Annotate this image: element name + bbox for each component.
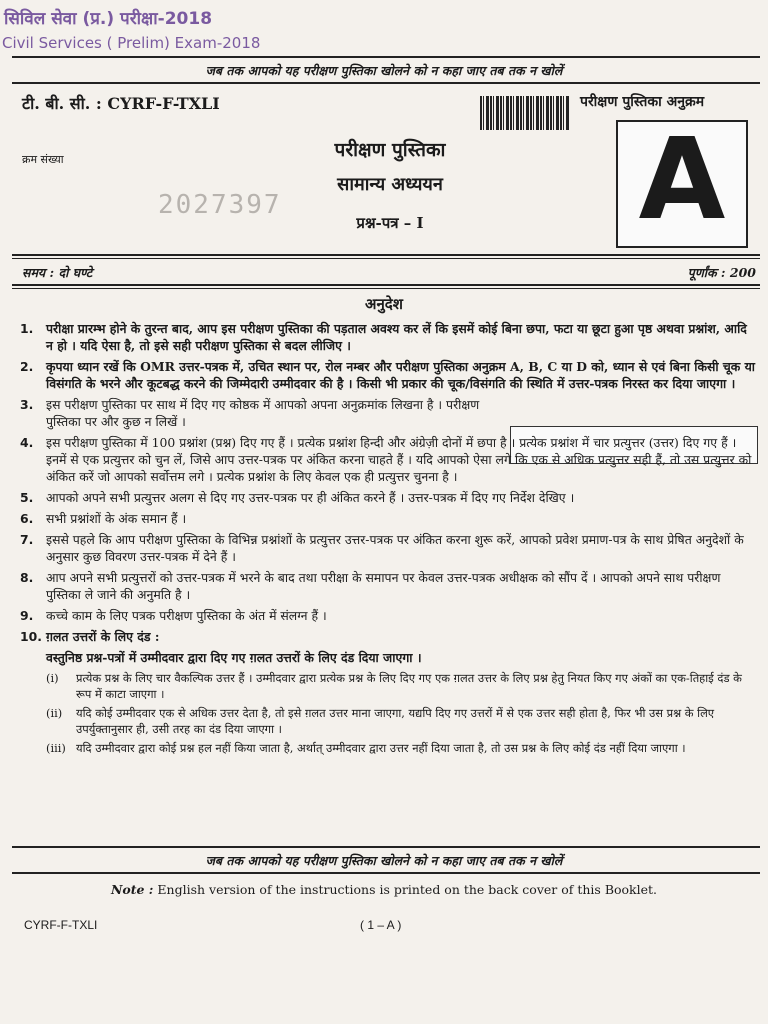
divider	[12, 254, 760, 256]
booklet-series-label: परीक्षण पुस्तिका अनुक्रम	[580, 94, 705, 110]
page-number: ( 1 – A )	[360, 918, 402, 932]
instruction-item: 3. इस परीक्षण पुस्तिका पर साथ में दिए गए कोष्ठक में आपको अपना अनुक्रमांक लिखना है । परीक्षण पुस्तिका पर और कुछ न लिखें ।	[20, 397, 480, 429]
divider	[12, 872, 760, 874]
top-banner: जब तक आपको यह परीक्षण पुस्तिका खोलने को न कहा जाए तब तक न खोलें	[205, 63, 563, 78]
instructions-heading: अनुदेश	[365, 295, 403, 313]
note-label: Note :	[110, 882, 154, 897]
note-text: English version of the instructions is printed on the back cover of this Booklet.	[157, 882, 658, 897]
bottom-banner: जब तक आपको यह परीक्षण पुस्तिका खोलने को न कहा जाए तब तक न खोलें	[205, 853, 563, 868]
instruction-item: 7. इससे पहले कि आप परीक्षण पुस्तिका के विभिन्न प्रश्नांशों के प्रत्युत्तर उत्तर-पत्रक पर अंकित करना शुरू करें, आपको प्रवेश प्रमाण-पत्र के साथ प्रेषित अनुदेशों के अनुसार कुछ विवरण उत्तर-पत्रक में देने हैं ।	[20, 532, 744, 564]
series-letter: A	[638, 115, 726, 245]
serial-number: 2027397	[158, 190, 282, 220]
instructions-list	[20, 320, 758, 759]
stamp-hindi: सिविल सेवा (प्र.) परीक्षा-2018	[4, 9, 213, 29]
penalty-item: (iii) यदि उम्मीदवार द्वारा कोई प्रश्न हल नहीं किया जाता है, अर्थात् उम्मीदवार द्वारा उत्तर नहीं दिया जाता है, तो उस प्रश्न के लिए कोई दंड नहीं दिया जाएगा ।	[46, 741, 686, 755]
tbc-code: टी. बी. सी. : CYRF-F-TXLI	[22, 94, 220, 113]
instruction-item: 5. आपको अपने सभी प्रत्युत्तर अलग से दिए गए उत्तर-पत्रक पर ही अंकित करने हैं । उत्तर-पत्रक में दिए गए निर्देश देखिए ।	[20, 490, 575, 505]
divider	[12, 288, 760, 289]
subject-title: सामान्य अध्ययन	[337, 174, 443, 195]
instruction-item: 8. आप अपने सभी प्रत्युत्तरों को उत्तर-पत्रक में भरने के बाद तथा परीक्षा के समापन पर केवल उत्तर-पत्रक अधीक्षक को सौंप दें । आपको अपने साथ परीक्षण पुस्तिका ले जाने की अनुमति है ।	[20, 570, 721, 602]
penalty-intro: वस्तुनिष्ठ प्रश्न-पत्रों में उम्मीदवार द्वारा दिए गए ग़लत उत्तरों के लिए दंड दिया जाएगा ।	[46, 650, 422, 665]
divider	[12, 284, 760, 286]
instruction-item: 1. परीक्षा प्रारम्भ होने के तुरन्त बाद, आप इस परीक्षण पुस्तिका की पड़ताल अवश्य कर लें कि इसमें कोई बिना छपा, फटा या छूटा हुआ पृष्ठ अथवा प्रश्नांश, आदि न हो । यदि ऐसा है, तो इसे सही परीक्षण पुस्तिका से बदल लीजिए ।	[20, 321, 747, 353]
penalty-item: (ii) यदि कोई उम्मीदवार एक से अधिक उत्तर देता है, तो इसे ग़लत उत्तर माना जाएगा, यद्यपि दिए गए उत्तरों में से एक उत्तर सही होता है, फिर भी उस प्रश्न के लिए उपर्युक्तानुसार ही, उसी तरह का दंड दिया जाएगा ।	[46, 706, 715, 736]
marks-label: पूर्णांक : 200	[687, 265, 756, 280]
footer-code: CYRF-F-TXLI	[24, 918, 98, 932]
divider	[12, 846, 760, 848]
divider	[12, 258, 760, 259]
instruction-item: 2. कृपया ध्यान रखें कि OMR उत्तर-पत्रक में, उचित स्थान पर, रोल नम्बर और परीक्षण पुस्तिका अनुक्रम A, B, C या D को, ध्यान से एवं बिना किसी चूक या विसंगति के भरने और कूटबद्ध करने की जिम्मेदारी उम्मीदवार की है । किसी भी प्रकार की चूक/विसंगति की स्थिति में उत्तर-पत्रक निरस्त कर दिया जाएगा ।	[20, 359, 756, 391]
divider	[12, 56, 760, 58]
note	[0, 882, 768, 897]
instruction-item: 4. इस परीक्षण पुस्तिका में 100 प्रश्नांश (प्रश्न) दिए गए हैं । प्रत्येक प्रश्नांश हिन्दी और अंग्रेज़ी दोनों में छपा है । प्रत्येक प्रश्नांश में चार प्रत्युत्तर (उत्तर) दिए गए हैं । इनमें से एक प्रत्युत्तर को चुन लें, जिसे आप उत्तर-पत्रक पर अंकित करना चाहते हैं । यदि आपको ऐसा लगे कि एक से अधिक प्रत्युत्तर सही हैं, तो उस प्रत्युत्तर को अंकित करें जो आपको सर्वोत्तम लगे । प्रत्येक प्रश्नांश के लिए केवल एक ही प्रत्युत्तर चुनना है ।	[20, 435, 752, 484]
booklet-title: परीक्षण पुस्तिका	[334, 139, 446, 161]
divider	[12, 82, 760, 84]
instruction-item: 6. सभी प्रश्नांशों के अंक समान हैं ।	[20, 511, 187, 526]
penalty-item: (i) प्रत्येक प्रश्न के लिए चार वैकल्पिक उत्तर हैं । उम्मीदवार द्वारा प्रत्येक प्रश्न के लिए दिए गए एक ग़लत उत्तर के लिए प्रश्न हेतु नियत किए गए अंकों का एक-तिहाई दंड के रूप में काटा जाएगा ।	[46, 671, 742, 701]
stamp-english: Civil Services ( Prelim) Exam-2018	[2, 34, 261, 52]
time-label: समय : दो घण्टे	[22, 265, 93, 280]
instruction-item: 9. कच्चे काम के लिए पत्रक परीक्षण पुस्तिका के अंत में संलग्न हैं ।	[20, 608, 327, 623]
serial-label: क्रम संख्या	[22, 153, 64, 166]
paper-title: प्रश्न-पत्र – I	[356, 214, 424, 232]
barcode	[480, 96, 570, 130]
instruction-item: 10. ग़लत उत्तरों के लिए दंड :	[20, 629, 160, 644]
